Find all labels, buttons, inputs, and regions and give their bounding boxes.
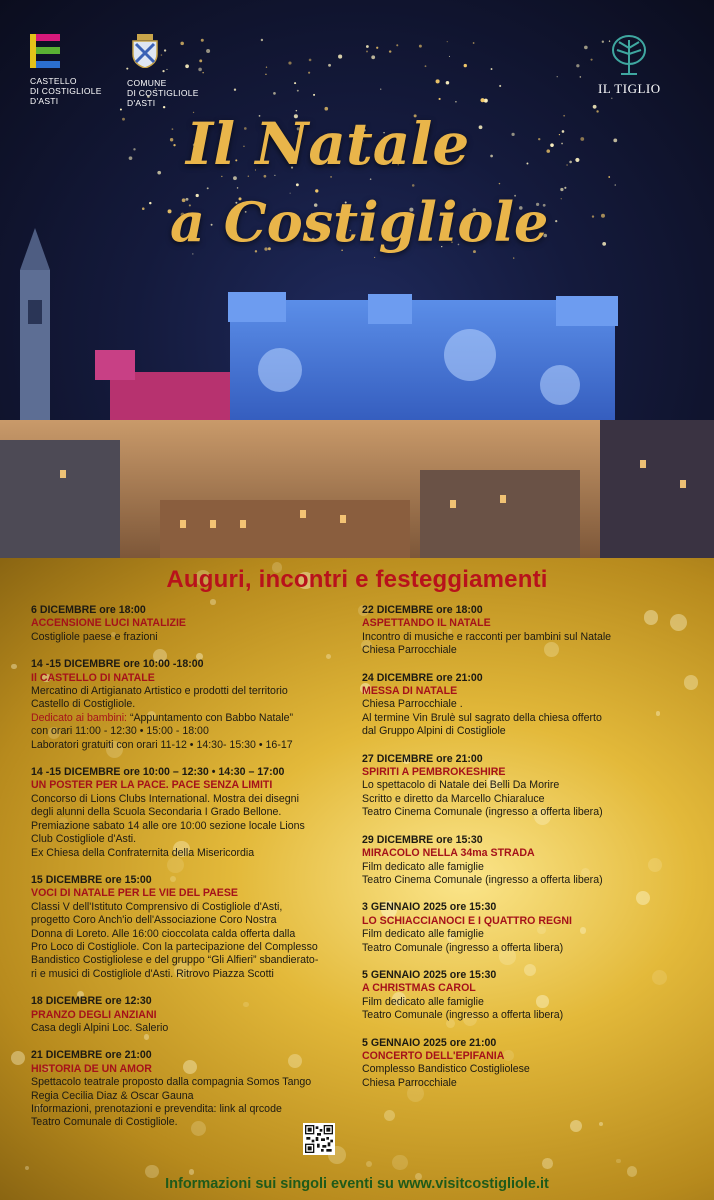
event-description-line: Film dedicato alle famiglie (362, 860, 484, 873)
event-description-line: Complesso Bandistico Costigliolese (362, 1063, 530, 1076)
event-description-line: con orari 11:00 - 12:30 • 15:00 - 18:00 (31, 725, 209, 738)
event-highlight-label: Dedicato ai bambini: (31, 711, 127, 724)
event-description-line: Film dedicato alle famiglie (362, 928, 484, 941)
event-description-line: Lo spettacolo di Natale dei Belli Da Morire (362, 779, 560, 792)
castello-e-icon (30, 34, 64, 68)
event-description-line: Teatro Cinema Comunale (ingresso a offerta libera) (362, 873, 603, 886)
event-description-line: Mercatino di Artigianato Artistico e prodotti del territorio (31, 685, 288, 698)
main-title-line1: Il Natale (186, 110, 470, 178)
event-description-line: Film dedicato alle famiglie (362, 995, 484, 1008)
comune-crest-icon (131, 34, 159, 68)
event-description-line: Al termine Vin Brulè sul sagrato della chiesa offerto (362, 711, 602, 724)
event-description-line: progetto Coro Anch'io dell'Associazione Coro Nostra (31, 914, 277, 927)
event-item (31, 995, 351, 1035)
hero-night-scene (0, 0, 714, 560)
event-item (362, 1037, 702, 1091)
comune-logo-line: COMUNE (127, 78, 167, 88)
event-date: 14 -15 DICEMBRE ore 10:00 -18:00 (31, 658, 204, 671)
bokeh-dot (366, 1161, 372, 1167)
event-description-line: Spettacolo teatrale proposto dalla compagnia Somos Tango (31, 1076, 312, 1089)
event-date: 27 DICEMBRE ore 21:00 (362, 752, 483, 765)
event-description-line: Teatro Comunale (ingresso a offerta libera) (362, 941, 564, 954)
event-description-line: Bandistico Costigliolese e del gruppo “Gli Alfieri” sbandierato- (31, 954, 319, 967)
event-description-line: Costigliole paese e frazioni (31, 630, 158, 643)
qr-code[interactable] (303, 1123, 335, 1155)
event-title: MESSA DI NATALE (362, 685, 458, 698)
event-highlight-line (31, 712, 351, 725)
bokeh-dot (542, 1158, 553, 1169)
event-description-line: Ex Chiesa della Confraternita della Misericordia (31, 846, 255, 859)
event-description-line: Informazioni, prenotazioni e prevendita: link al qrcode (31, 1103, 282, 1115)
bokeh-dot (616, 1159, 621, 1164)
event-date: 3 GENNAIO 2025 ore 15:30 (362, 901, 497, 914)
event-title: ASPETTANDO IL NATALE (362, 617, 491, 630)
event-date: 29 DICEMBRE ore 15:30 (362, 833, 483, 846)
event-description-line: Casa degli Alpini Loc. Salerio (31, 1021, 169, 1034)
event-description-line: Regia Cecilia Diaz & Oscar Gauna (31, 1089, 194, 1102)
event-title: HISTORIA DE UN AMOR (31, 1062, 152, 1075)
bokeh-dot (384, 1110, 396, 1122)
castello-logo[interactable] (30, 34, 102, 106)
events-column-left (31, 604, 351, 1144)
event-description-line: Concorso di Lions Clubs International. Mostra dei disegni (31, 792, 299, 805)
bokeh-dot (570, 1120, 582, 1132)
events-section (0, 558, 714, 1200)
event-description-line: Chiesa Parrocchiale (362, 1076, 457, 1089)
event-description-line: Donna di Loreto. Alle 16:00 cioccolata calda offerta dalla (31, 927, 296, 940)
event-date: 5 GENNAIO 2025 ore 15:30 (362, 968, 497, 981)
event-description-line: Scritto e diretto da Marcello Chiaraluce (362, 792, 545, 805)
il-tiglio-logo[interactable] (598, 34, 661, 94)
castello-logo-line: DI COSTIGLIOLE (30, 86, 102, 96)
event-description-line: Teatro Cinema Comunale (ingresso a offerta libera) (362, 806, 603, 819)
bokeh-dot (25, 1166, 30, 1171)
event-title: UN POSTER PER LA PACE. PACE SENZA LIMITI (31, 779, 273, 792)
event-highlight-text: “Appuntamento con Babbo Natale” (127, 711, 294, 724)
event-item (31, 874, 351, 981)
comune-logo-line: DI COSTIGLIOLE (127, 88, 199, 98)
event-title: PRANZO DEGLI ANZIANI (31, 1008, 157, 1021)
event-date: 24 DICEMBRE ore 21:00 (362, 671, 483, 684)
event-title: MIRACOLO NELLA 34ma STRADA (362, 847, 535, 860)
event-description-line: Laboratori gratuiti con orari 11-12 • 14:30- 15:30 • 16-17 (31, 738, 293, 751)
event-description-line: Chiesa Parrocchiale (362, 644, 457, 657)
tree-icon (607, 34, 651, 78)
event-description-line: Castello di Costigliole. (31, 698, 136, 711)
event-description-line: degli alunni della Scuola Secondaria I Grado Bellone. (31, 806, 282, 819)
event-date: 15 DICEMBRE ore 15:00 (31, 873, 152, 886)
events-column-right (362, 604, 702, 1104)
event-description-line: Chiesa Parrocchiale . (362, 698, 463, 711)
main-title-line2: a Costigliole (170, 190, 549, 254)
event-description-line: Pro Loco di Costigliole. Con la partecipazione del Complesso (31, 940, 318, 953)
event-description-line: Club Costigliole d'Asti. (31, 833, 137, 846)
castello-logo-line: D'ASTI (30, 96, 59, 106)
event-title: LO SCHIACCIANOCI E I QUATTRO REGNI (362, 914, 572, 927)
event-description-line: Teatro Comunale di Costigliole. (31, 1116, 178, 1129)
event-description-line: ri e musici di Costigliole d'Asti. Ritrovo Piazza Scotti (31, 967, 274, 980)
event-date: 14 -15 DICEMBRE ore 10:00 – 12:30 • 14:30 – 17:00 (31, 766, 285, 779)
bokeh-dot (599, 1122, 603, 1126)
event-item (362, 834, 702, 888)
event-title: VOCI DI NATALE PER LE VIE DEL PAESE (31, 887, 239, 900)
bokeh-dot (392, 1155, 407, 1170)
bokeh-dot (11, 664, 16, 669)
event-item (31, 604, 351, 644)
event-date: 21 DICEMBRE ore 21:00 (31, 1049, 152, 1062)
bokeh-dot (189, 1169, 195, 1175)
event-date: 18 DICEMBRE ore 12:30 (31, 995, 152, 1008)
event-title: CONCERTO DELL'EPIFANIA (362, 1049, 505, 1062)
event-title: Il CASTELLO DI NATALE (31, 671, 155, 684)
event-title: A CHRISTMAS CAROL (362, 982, 476, 995)
event-description-line: Incontro di musiche e racconti per bambini sul Natale (362, 630, 612, 643)
event-date: 22 DICEMBRE ore 18:00 (362, 604, 483, 616)
event-item (362, 604, 702, 658)
footer-info[interactable]: Informazioni sui singoli eventi su www.visitcostigliole.it (165, 1176, 549, 1192)
event-description-line: Premiazione sabato 14 alle ore 10:00 sezione locale Lions (31, 819, 305, 832)
bokeh-dot (11, 1051, 25, 1065)
castello-logo-line: CASTELLO (30, 76, 77, 86)
event-title: SPIRITI A PEMBROKESHIRE (362, 766, 506, 779)
event-description-line: Classi V dell'Istituto Comprensivo di Costigliole d'Asti, (31, 900, 283, 913)
event-description-line: Teatro Comunale (ingresso a offerta libera) (362, 1009, 564, 1022)
event-item (362, 753, 702, 820)
event-description-line: dal Gruppo Alpini di Costigliole (362, 725, 506, 738)
event-title: ACCENSIONE LUCI NATALIZIE (31, 617, 186, 630)
comune-logo-line: D'ASTI (127, 98, 156, 108)
section-title: Auguri, incontri e festeggiamenti (166, 566, 548, 593)
event-item (31, 1049, 351, 1129)
il-tiglio-label: IL TIGLIO (598, 81, 661, 96)
event-item (362, 969, 702, 1023)
event-item (31, 766, 351, 860)
event-item (362, 672, 702, 739)
event-item (362, 901, 702, 955)
event-item (31, 658, 351, 752)
event-date: 6 DICEMBRE ore 18:00 (31, 604, 146, 616)
comune-logo[interactable] (127, 34, 199, 108)
event-date: 5 GENNAIO 2025 ore 21:00 (362, 1036, 497, 1049)
